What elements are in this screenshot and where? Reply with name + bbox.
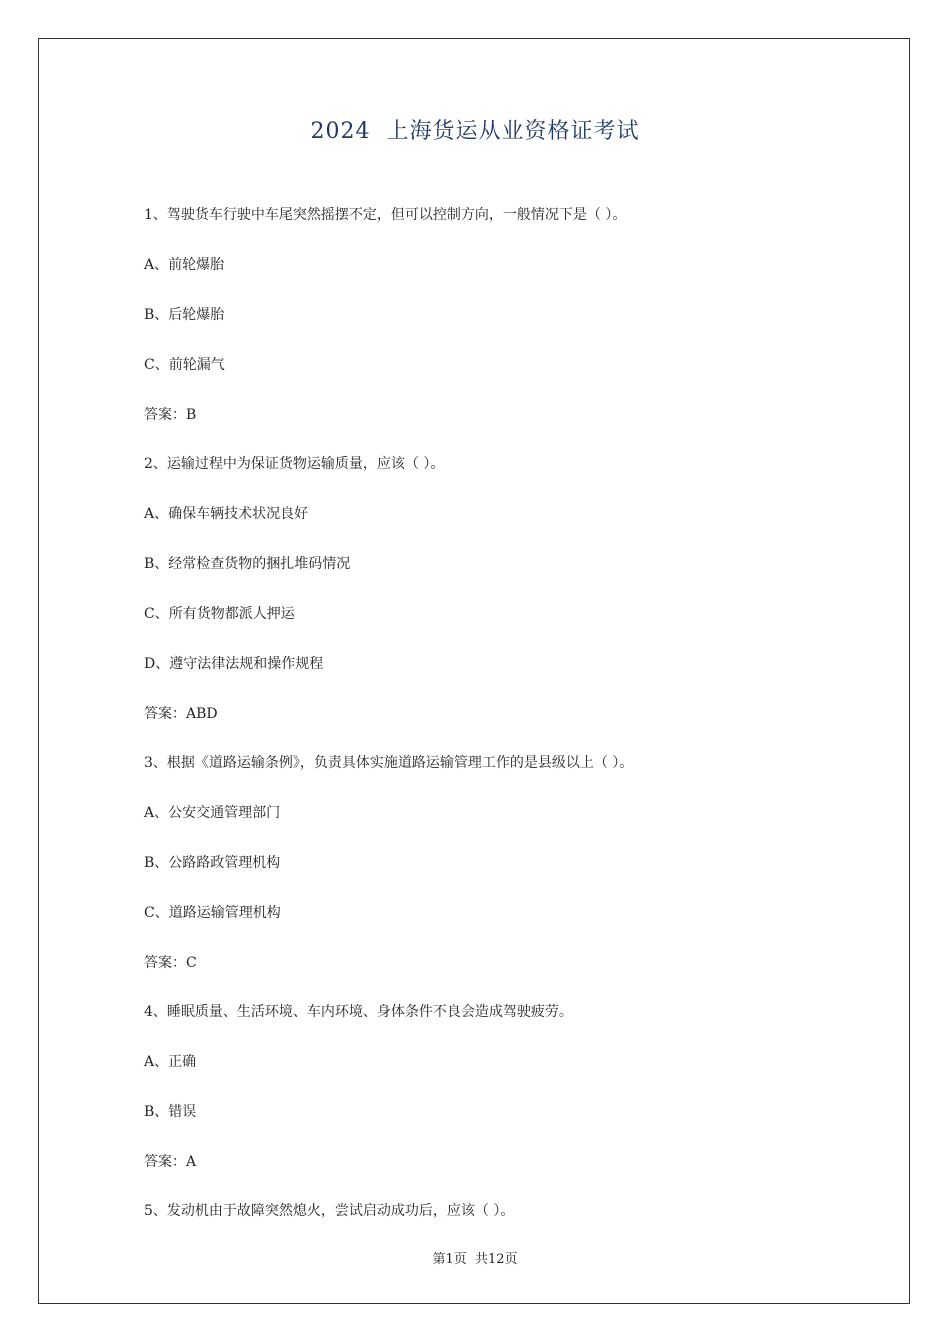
option-2d: D、遵守法律法规和操作规程 bbox=[144, 656, 324, 672]
question-2: 2、运输过程中为保证货物运输质量，应该（ ）。 bbox=[144, 456, 445, 472]
document-title: 2024 上海货运从业资格证考试 bbox=[310, 119, 640, 144]
option-3c: C、道路运输管理机构 bbox=[144, 905, 281, 921]
question-4: 4、睡眠质量、生活环境、车内环境、身体条件不良会造成驾驶疲劳。 bbox=[144, 1004, 573, 1020]
question-5: 5、发动机由于故障突然熄火，尝试启动成功后，应该（ ）。 bbox=[144, 1203, 515, 1219]
answer-2: 答案：ABD bbox=[144, 706, 218, 722]
option-4b: B、错误 bbox=[144, 1104, 197, 1120]
option-1c: C、前轮漏气 bbox=[144, 357, 225, 373]
question-3: 3、根据《道路运输条例》，负责具体实施道路运输管理工作的是县级以上（ ）。 bbox=[144, 755, 634, 771]
page-footer: 第1页 共12页 bbox=[432, 1252, 518, 1267]
option-1b: B、后轮爆胎 bbox=[144, 307, 225, 323]
option-3b: B、公路路政管理机构 bbox=[144, 855, 281, 871]
option-2c: C、所有货物都派人押运 bbox=[144, 606, 295, 622]
option-4a: A、正确 bbox=[144, 1054, 197, 1070]
option-2a: A、确保车辆技术状况良好 bbox=[144, 506, 309, 522]
option-3a: A、公安交通管理部门 bbox=[144, 805, 281, 821]
answer-4: 答案：A bbox=[144, 1154, 197, 1170]
option-2b: B、经常检查货物的捆扎堆码情况 bbox=[144, 556, 351, 572]
option-1a: A、前轮爆胎 bbox=[144, 257, 225, 273]
question-1: 1、驾驶货车行驶中车尾突然摇摆不定，但可以控制方向，一般情况下是（ ）。 bbox=[144, 207, 627, 223]
answer-1: 答案：B bbox=[144, 407, 197, 423]
answer-3: 答案：C bbox=[144, 955, 197, 971]
